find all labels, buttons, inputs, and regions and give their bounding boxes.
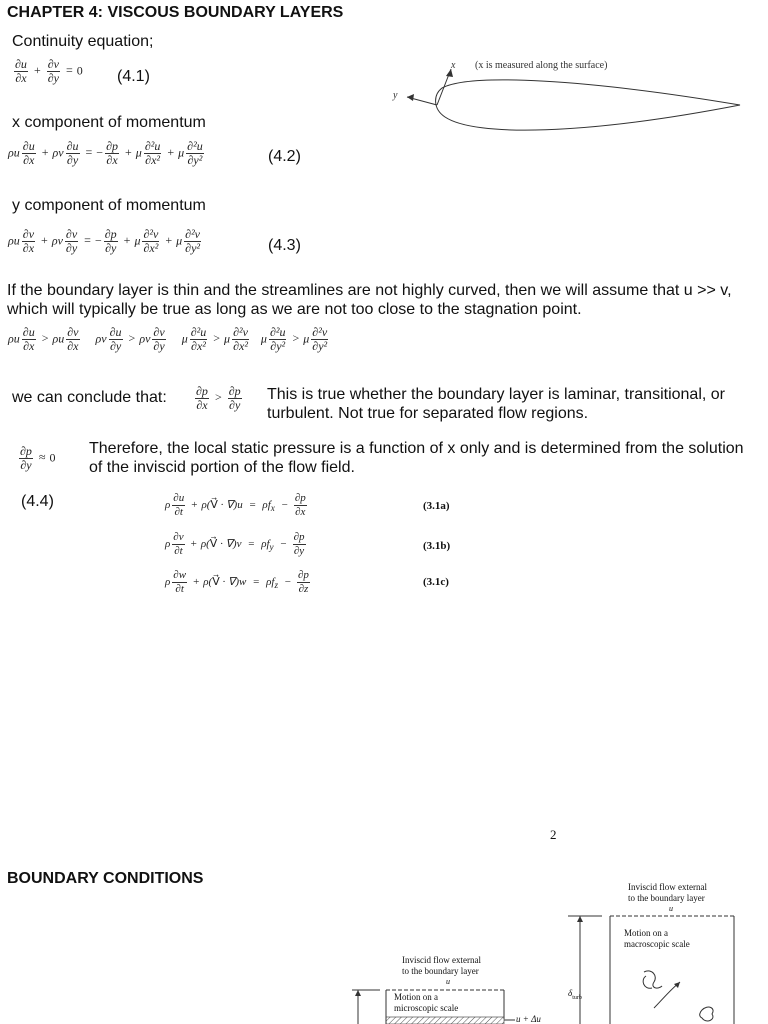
right-figure-box-label-1: Motion on a bbox=[624, 928, 668, 938]
boundary-conditions-heading: BOUNDARY CONDITIONS bbox=[7, 870, 204, 887]
right-figure-delta-subscript: turb bbox=[572, 994, 582, 1001]
equation-3-1c: ρ $\frac{\partial w}{\partial t}$ + ρ(V⃗ · $\nabla)w = \rho f_z$ − $\frac{\partial p}{\partial z}$ bbox=[165, 569, 309, 595]
equation-number-4-1: (4.1) bbox=[117, 68, 150, 85]
chapter-title: CHAPTER 4: VISCOUS BOUNDARY LAYERS bbox=[7, 4, 344, 21]
airfoil-diagram bbox=[385, 55, 755, 145]
laminar-boundary-layer-figure bbox=[350, 955, 550, 1024]
continuity-label: Continuity equation; bbox=[12, 33, 154, 50]
right-figure-ue: u bbox=[669, 904, 673, 913]
right-figure-top-label-1: Inviscid flow external bbox=[628, 882, 707, 892]
thin-layer-paragraph: If the boundary layer is thin and the streamlines are not highly curved, then we will assume that u >> v, which will typically be true as long as we are not too close to the stagnation point. bbox=[7, 282, 732, 318]
pressure-gradient-inequality: $\frac{\partial p}{\partial x}$ > $\frac{\partial p}{\partial y}$ bbox=[196, 384, 241, 412]
left-figure-side-label: u + Δu bbox=[516, 1014, 541, 1024]
order-of-magnitude-inequalities: ρu $\frac{\partial u}{\partial x}$ > ρu $\frac{\partial v}{\partial x}$ ρv $\frac{\partial u}{\partial y}$ > ρv $\frac{\partial v}{\partial y}$ μ $\frac{\text{∂²u}}{\text{∂x²}}$ > μ $\frac{\text{∂²v}}{\text{∂x²}}$ μ $\frac{\text{∂²u}}{\text{∂y²}}$ > μ $\frac{\text{∂²v}}{\text{∂y²}}$ bbox=[8, 325, 328, 353]
equation-number-3-1c: (3.1c) bbox=[423, 576, 449, 588]
equation-number-4-4: (4.4) bbox=[21, 493, 54, 510]
equation-number-4-2: (4.2) bbox=[268, 148, 301, 165]
y-momentum-label: y component of momentum bbox=[12, 197, 206, 214]
left-figure-top-label-2: to the boundary layer bbox=[402, 966, 479, 976]
airfoil-note: (x is measured along the surface) bbox=[475, 60, 608, 71]
y-momentum-equation: ρu $\frac{\partial v}{\partial x}$ + ρv $\frac{\partial v}{\partial y}$ = − $\frac{\partial p}{\partial y}$ + μ $\frac{\text{∂²v}}{\text{∂x²}}$ + μ $\frac{\text{∂²v}}{\text{∂y²}}$ bbox=[8, 227, 201, 255]
left-figure-ue: u bbox=[446, 977, 450, 986]
equation-number-3-1a: (3.1a) bbox=[423, 500, 450, 512]
right-figure-top-label-2: to the boundary layer bbox=[628, 893, 705, 903]
equation-number-4-3: (4.3) bbox=[268, 237, 301, 254]
conclude-label: we can conclude that: bbox=[12, 389, 167, 406]
turbulent-boundary-layer-figure bbox=[566, 880, 746, 1024]
page-number: 2 bbox=[550, 827, 557, 842]
equation-3-1b: ρ $\frac{\partial v}{\partial t}$ + ρ(V⃗ · $\nabla)v = \rho f_y$ − $\frac{\partial p}{\partial y}$ bbox=[165, 531, 305, 557]
left-figure-top-label-1: Inviscid flow external bbox=[402, 955, 481, 965]
x-momentum-label: x component of momentum bbox=[12, 114, 206, 131]
pressure-gradient-approx-zero: $\frac{\partial p}{\partial y}$ ≈ 0 bbox=[20, 444, 56, 472]
right-figure-delta-label: $\delta_{turb}$ bbox=[568, 988, 582, 1001]
conclude-note: This is true whether the boundary layer is laminar, transitional, or turbulent. Not true for separated flow regions. bbox=[267, 386, 725, 422]
continuity-equation: $\frac{\partial u}{\partial x}$ + $\frac{\partial v}{\partial y}$ = 0 bbox=[15, 57, 83, 85]
airfoil-y-label: y bbox=[393, 90, 398, 101]
left-figure-box-label-1: Motion on a bbox=[394, 992, 438, 1002]
right-figure-box-label-2: macroscopic scale bbox=[624, 939, 690, 949]
left-figure-box-label-2: microscopic scale bbox=[394, 1003, 459, 1013]
airfoil-x-label: x bbox=[451, 60, 456, 71]
x-momentum-equation: ρu $\frac{\partial u}{\partial x}$ + ρv $\frac{\partial u}{\partial y}$ = − $\frac{\partial p}{\partial x}$ + μ $\frac{\text{∂²u}}{\text{∂x²}}$ + μ $\frac{\text{∂²u}}{\text{∂y²}}$ bbox=[8, 139, 203, 167]
therefore-paragraph: Therefore, the local static pressure is a function of x only and is determined from the solution of the inviscid portion of the flow field. bbox=[89, 440, 744, 476]
equation-number-3-1b: (3.1b) bbox=[423, 540, 451, 552]
equation-3-1a: ρ $\frac{\partial u}{\partial t}$ + ρ(V⃗ · $\nabla)u = \rho f_x$ − $\frac{\partial p}{\partial x}$ bbox=[165, 492, 306, 518]
